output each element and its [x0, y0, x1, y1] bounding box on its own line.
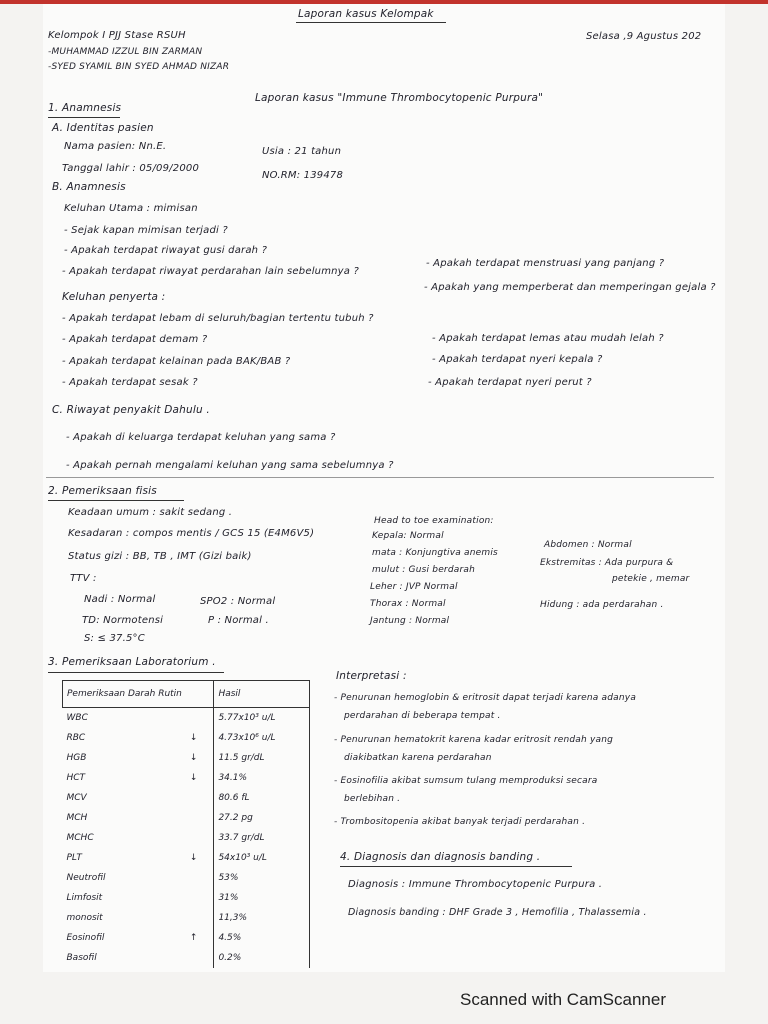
lab-col-hasil: Hasil [214, 681, 310, 708]
lab-row [63, 808, 310, 828]
riwayat-1: - Apakah di keluarga terdapat keluhan yang sama ? [66, 432, 336, 443]
title-underline [296, 22, 446, 23]
trend-arrow-icon [170, 908, 214, 928]
interpretasi-1b: perdarahan di beberapa tempat . [344, 711, 501, 721]
lab-test-value: 34.1% [214, 768, 310, 788]
lab-test-name: monosit [66, 913, 103, 923]
interpretasi-2b: diakibatkan karena perdarahan [344, 753, 492, 763]
trend-arrow-icon [170, 788, 214, 808]
lab-test-value: 11.5 gr/dL [214, 748, 310, 768]
member-2: -SYED SYAMIL BIN SYED AHMAD NIZAR [48, 62, 230, 72]
jantung: Jantung : Normal [370, 616, 450, 626]
penyerta-6: - Apakah terdapat nyeri kepala ? [432, 354, 603, 365]
trend-arrow-icon [170, 708, 214, 729]
report-title: Laporan kasus "Immune Thrombocytopenic Purpura" [255, 92, 544, 104]
usia: Usia : 21 tahun [262, 146, 342, 157]
penyerta-4: - Apakah terdapat sesak ? [62, 377, 198, 388]
interpretasi-3a: - Eosinofilia akibat sumsum tulang memproduksi secara [334, 776, 598, 786]
spo2: SPO2 : Normal [200, 596, 276, 607]
lab-table-header [63, 681, 310, 708]
lab-row [63, 928, 310, 948]
diagnosis-banding: Diagnosis banding : DHF Grade 3 , Hemofilia , Thalassemia . [348, 907, 647, 918]
lab-test-name: Basofil [66, 953, 97, 963]
question-2: - Apakah terdapat riwayat gusi darah ? [64, 245, 268, 256]
trend-arrow-icon [170, 828, 214, 848]
anamnesis-heading: 1. Anamnesis [48, 102, 122, 114]
nadi: Nadi : Normal [84, 594, 156, 605]
penyerta-2: - Apakah terdapat demam ? [62, 334, 208, 345]
lab-table [62, 680, 310, 968]
penyerta-3: - Apakah terdapat kelainan pada BAK/BAB ? [62, 356, 291, 367]
keluhan-utama: Keluhan Utama : mimisan [64, 203, 198, 214]
lab-row [63, 848, 310, 868]
question-5: - Apakah yang memperberat dan memperingan gejala ? [424, 282, 716, 293]
hidung: Hidung : ada perdarahan . [540, 600, 664, 610]
lab-test-name: Eosinofil [66, 933, 105, 943]
suhu: S: ≤ 37.5°C [84, 633, 145, 644]
trend-arrow-icon [170, 868, 214, 888]
lab-col-pemeriksaan: Pemeriksaan Darah Rutin [63, 681, 214, 708]
penyerta-1: - Apakah terdapat lebam di seluruh/bagian tertentu tubuh ? [62, 313, 374, 324]
lab-test-value: 5.77x10³ u/L [214, 708, 310, 729]
pernapasan: P : Normal . [208, 615, 269, 626]
lab-test-value: 80.6 fL [214, 788, 310, 808]
ttv-label: TTV : [70, 573, 97, 584]
lab-test-name: WBC [66, 713, 88, 723]
diagnosis: Diagnosis : Immune Thrombocytopenic Purpura . [348, 879, 603, 890]
lab-row [63, 708, 310, 729]
ekstremitas-2: petekie , memar [612, 574, 690, 584]
lab-test-value: 0.2% [214, 948, 310, 968]
head-to-toe-label: Head to toe examination: [374, 516, 494, 526]
fisis-underline [48, 500, 184, 501]
trend-arrow-icon [170, 808, 214, 828]
doc-title: Laporan kasus Kelompak [298, 8, 434, 20]
camscanner-watermark: Scanned with CamScanner [460, 990, 667, 1009]
thorax: Thorax : Normal [370, 599, 446, 609]
keluhan-penyerta: Keluhan penyerta : [62, 291, 166, 303]
anamnesis-sub-heading: B. Anamnesis [52, 181, 126, 193]
lab-test-name: Limfosit [66, 893, 103, 903]
section-divider-1 [46, 477, 714, 478]
lab-test-value: 11,3% [214, 908, 310, 928]
anamnesis-underline [48, 117, 120, 118]
fisis-heading: 2. Pemeriksaan fisis [48, 485, 157, 497]
lab-test-name: MCHC [66, 833, 94, 843]
keadaan-umum: Keadaan umum : sakit sedang . [68, 507, 233, 518]
group-line: Kelompok I PJJ Stase RSUH [48, 30, 186, 41]
trend-arrow-icon [170, 948, 214, 968]
lab-test-name: Neutrofil [66, 873, 106, 883]
tekanan-darah: TD: Normotensi [82, 615, 164, 626]
doc-date: Selasa ,9 Agustus 202 [586, 31, 702, 42]
lab-underline [48, 672, 224, 673]
nama-pasien: Nama pasien: Nn.E. [64, 141, 167, 152]
ekstremitas-1: Ekstremitas : Ada purpura & [540, 558, 674, 568]
question-1: - Sejak kapan mimisan terjadi ? [64, 225, 228, 236]
lab-test-value: 4.5% [214, 928, 310, 948]
lab-test-name: MCH [66, 813, 88, 823]
diagnosis-heading: 4. Diagnosis dan diagnosis banding . [340, 851, 541, 863]
riwayat-heading: C. Riwayat penyakit Dahulu . [52, 404, 210, 416]
question-4: - Apakah terdapat menstruasi yang panjang ? [426, 258, 665, 269]
lab-test-value: 53% [214, 868, 310, 888]
interpretasi-3b: berlebihan . [344, 794, 401, 804]
interpretasi-2a: - Penurunan hematokrit karena kadar eritrosit rendah yang [334, 735, 614, 745]
lab-test-name: RBC [66, 733, 86, 743]
lab-test-value: 31% [214, 888, 310, 908]
trend-arrow-icon: ↓ [189, 733, 198, 743]
tanggal-lahir: Tanggal lahir : 05/09/2000 [62, 163, 200, 174]
lab-row [63, 728, 310, 748]
lab-heading: 3. Pemeriksaan Laboratorium . [48, 656, 216, 668]
lab-row [63, 748, 310, 768]
trend-arrow-icon: ↑ [189, 933, 198, 943]
lab-test-name: HGB [66, 753, 87, 763]
interpretasi-1a: - Penurunan hemoglobin & eritrosit dapat terjadi karena adanya [334, 693, 637, 703]
question-3: - Apakah terdapat riwayat perdarahan lain sebelumnya ? [62, 266, 360, 277]
lab-test-name: HCT [66, 773, 86, 783]
mata: mata : Konjungtiva anemis [372, 548, 498, 558]
trend-arrow-icon: ↓ [189, 773, 198, 783]
lab-row [63, 888, 310, 908]
lab-row [63, 868, 310, 888]
diagnosis-underline [340, 866, 572, 867]
penyerta-5: - Apakah terdapat lemas atau mudah lelah ? [432, 333, 664, 344]
penyerta-7: - Apakah terdapat nyeri perut ? [428, 377, 592, 388]
riwayat-2: - Apakah pernah mengalami keluhan yang sama sebelumnya ? [66, 460, 394, 471]
kesadaran: Kesadaran : compos mentis / GCS 15 (E4M6V5) [68, 528, 315, 539]
trend-arrow-icon: ↓ [189, 753, 198, 763]
leher: Leher : JVP Normal [370, 582, 458, 592]
mulut: mulut : Gusi berdarah [372, 565, 475, 575]
member-1: -MUHAMMAD IZZUL BIN ZARMAN [48, 47, 203, 57]
lab-row [63, 948, 310, 968]
lab-row [63, 788, 310, 808]
identitas-heading: A. Identitas pasien [52, 122, 154, 134]
status-gizi: Status gizi : BB, TB , IMT (Gizi baik) [68, 551, 252, 562]
lab-test-value: 4.73x10⁶ u/L [214, 728, 310, 748]
abdomen: Abdomen : Normal [544, 540, 632, 550]
kepala: Kepala: Normal [372, 531, 444, 541]
no-rm: NO.RM: 139478 [262, 170, 344, 181]
lab-test-name: MCV [66, 793, 87, 803]
trend-arrow-icon: ↓ [189, 853, 198, 863]
interpretasi-heading: Interpretasi : [336, 670, 407, 682]
lab-row [63, 908, 310, 928]
trend-arrow-icon [170, 888, 214, 908]
lab-test-value: 54x10³ u/L [214, 848, 310, 868]
lab-row [63, 768, 310, 788]
lab-test-value: 33.7 gr/dL [214, 828, 310, 848]
interpretasi-4: - Trombositopenia akibat banyak terjadi perdarahan . [334, 817, 586, 827]
lab-row [63, 828, 310, 848]
lab-test-name: PLT [66, 853, 82, 863]
lab-test-value: 27.2 pg [214, 808, 310, 828]
